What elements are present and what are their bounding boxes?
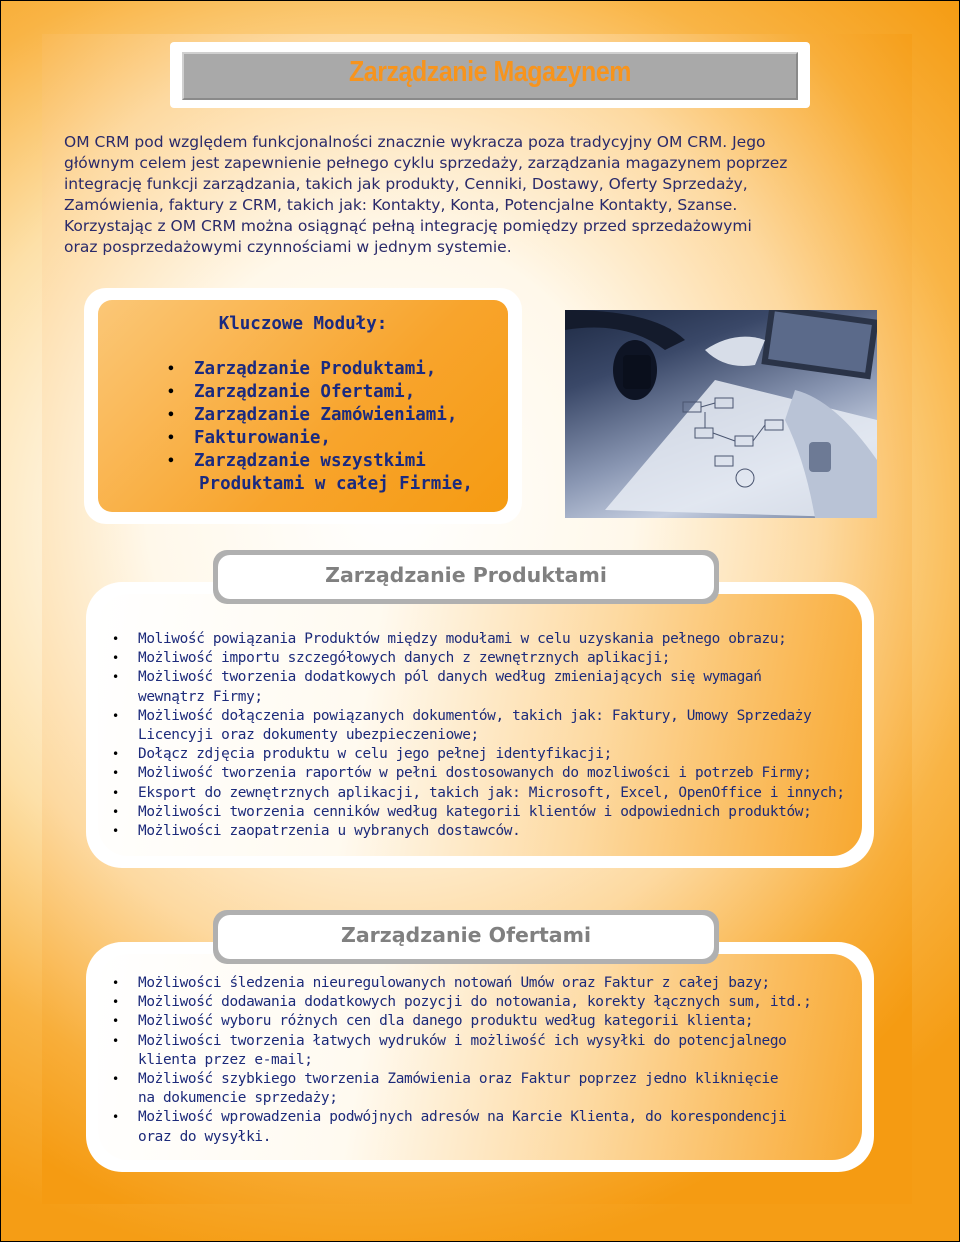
list-item: [112, 1070, 811, 1108]
list-item: [112, 822, 845, 841]
bullet-icon: •: [167, 408, 175, 423]
feature-line: Możliwość wyboru różnych cen dla danego produktu według kategorii klienta;: [138, 1013, 754, 1030]
list-item-continuation: [163, 473, 473, 496]
feature-line: na dokumencie sprzedaży;: [138, 1090, 338, 1107]
offers-feature-list: [112, 974, 811, 1147]
feature-line: wewnątrz Firmy;: [138, 688, 263, 705]
offers-title: Zarządzanie Ofertami: [340, 923, 592, 947]
module-label: Zarządzanie wszystkimi: [194, 451, 426, 471]
bullet-icon: •: [112, 766, 119, 781]
feature-line: Eksport do zewnętrznych aplikacji, takich jak: Microsoft, Excel, OpenOffice i innych;: [138, 784, 845, 801]
feature-line: Możliwości tworzenia łatwych wydruków i możliwość ich wysyłki do potencjalnego: [138, 1032, 787, 1049]
feature-line: Licencyji oraz dokumenty ubezpieczeniowe;: [138, 727, 479, 744]
intro-paragraph: [64, 132, 884, 258]
products-title: Zarządzanie Produktami: [325, 563, 607, 587]
feature-line: Dołącz zdjęcia produktu w celu jego pełnej identyfikacji;: [138, 746, 612, 763]
feature-line: Możliwość tworzenia dodatkowych pól danych według zmieniających się wymagań: [138, 669, 762, 686]
feature-line: Możliwość wprowadzenia podwójnych adresów na Karcie Klienta, do korespondencji: [138, 1109, 787, 1126]
list-item: [163, 381, 473, 404]
feature-line: oraz do wysyłki.: [138, 1128, 272, 1145]
list-item: [112, 784, 845, 803]
bullet-icon: •: [167, 454, 175, 469]
bullet-icon: •: [167, 362, 175, 377]
list-item: [112, 707, 845, 745]
list-item: [112, 649, 845, 668]
module-label: Zarządzanie Produktami,: [194, 359, 437, 379]
business-meeting-photo: [565, 310, 877, 518]
feature-line: Możliwości tworzenia cenników według kategorii klientów i odpowiednich produktów;: [138, 803, 812, 820]
feature-line: Możliwość szybkiego tworzenia Zamówienia oraz Faktur poprzez jedno kliknięcie: [138, 1071, 779, 1088]
list-item: [112, 1108, 811, 1146]
feature-line: Możliwość importu szczegółowych danych z zewnętrznych aplikacji;: [138, 650, 671, 667]
modules-title: Kluczowe Moduły:: [218, 314, 388, 334]
bullet-icon: •: [112, 804, 119, 819]
feature-line: Możliwości śledzenia nieuregulowanych notowań Umów oraz Faktur z całej bazy;: [138, 975, 770, 991]
intro-line: oraz posprzedażowymi czynnościami w jednym systemie.: [64, 238, 512, 256]
bullet-icon: •: [112, 1033, 119, 1048]
feature-line: Możliwość dołączenia powiązanych dokumentów, takich jak: Faktury, Umowy Sprzedaży: [138, 707, 812, 724]
page-title: Zarządzanie Magazynem: [348, 56, 632, 88]
list-item: [163, 358, 473, 381]
list-item: [112, 668, 845, 706]
list-item: [112, 630, 845, 649]
bullet-icon: •: [112, 976, 119, 990]
feature-line: klienta przez e-mail;: [138, 1051, 313, 1068]
list-item: [163, 427, 473, 450]
list-item: [163, 404, 473, 427]
list-item: [163, 450, 473, 473]
list-item: [112, 764, 845, 783]
feature-line: Możliwość dodawania dodatkowych pozycji do notowania, korekty łącznych sum, itd.;: [138, 994, 812, 1011]
bullet-icon: •: [112, 1014, 119, 1029]
modules-list: [163, 358, 473, 496]
list-item: [112, 745, 845, 764]
intro-line: integrację funkcji zarządzania, takich jak produkty, Cenniki, Dostawy, Oferty Sprzedaży,: [64, 175, 748, 193]
list-item: [112, 993, 811, 1012]
bullet-icon: •: [112, 995, 119, 1010]
module-label: Fakturowanie,: [194, 428, 331, 448]
bullet-icon: •: [167, 431, 175, 446]
intro-line: OM CRM pod względem funkcjonalności znacznie wykracza poza tradycyjny OM CRM. Jego: [64, 133, 766, 151]
intro-line: Zamówienia, faktury z CRM, takich jak: Kontakty, Konta, Potencjalne Kontakty, Szanse.: [64, 196, 738, 214]
bullet-icon: •: [112, 747, 119, 762]
list-item: [112, 1012, 811, 1031]
bullet-icon: •: [112, 1110, 119, 1125]
list-item: [112, 1032, 811, 1070]
bullet-icon: •: [112, 1072, 119, 1087]
module-label: Zarządzanie Zamówieniami,: [194, 405, 458, 425]
bullet-icon: •: [112, 785, 119, 800]
feature-line: Możliwości zaopatrzenia u wybranych dostawców.: [138, 823, 521, 840]
module-label: Zarządzanie Ofertami,: [194, 382, 416, 402]
products-feature-list: [112, 630, 845, 841]
list-item: [112, 974, 811, 993]
bullet-icon: •: [167, 385, 175, 400]
bullet-icon: •: [112, 824, 119, 839]
module-label: Produktami w całej Firmie,: [199, 474, 473, 494]
intro-line: Korzystając z OM CRM można osiągnąć pełną integrację pomiędzy przed sprzedażowymi: [64, 217, 752, 235]
bullet-icon: •: [112, 651, 119, 666]
bullet-icon: •: [112, 632, 119, 646]
bullet-icon: •: [112, 670, 119, 685]
feature-line: Możliwość tworzenia raportów w pełni dostosowanych do mozliwości i potrzeb Firmy;: [138, 765, 812, 782]
feature-line: Moliwość powiązania Produktów między modułami w celu uzyskania pełnego obrazu;: [138, 631, 787, 647]
intro-line: głównym celem jest zapewnienie pełnego cyklu sprzedaży, zarządzania magazynem poprzez: [64, 154, 788, 172]
list-item: [112, 803, 845, 822]
bullet-icon: •: [112, 708, 119, 723]
photo-illustration: [565, 310, 877, 518]
